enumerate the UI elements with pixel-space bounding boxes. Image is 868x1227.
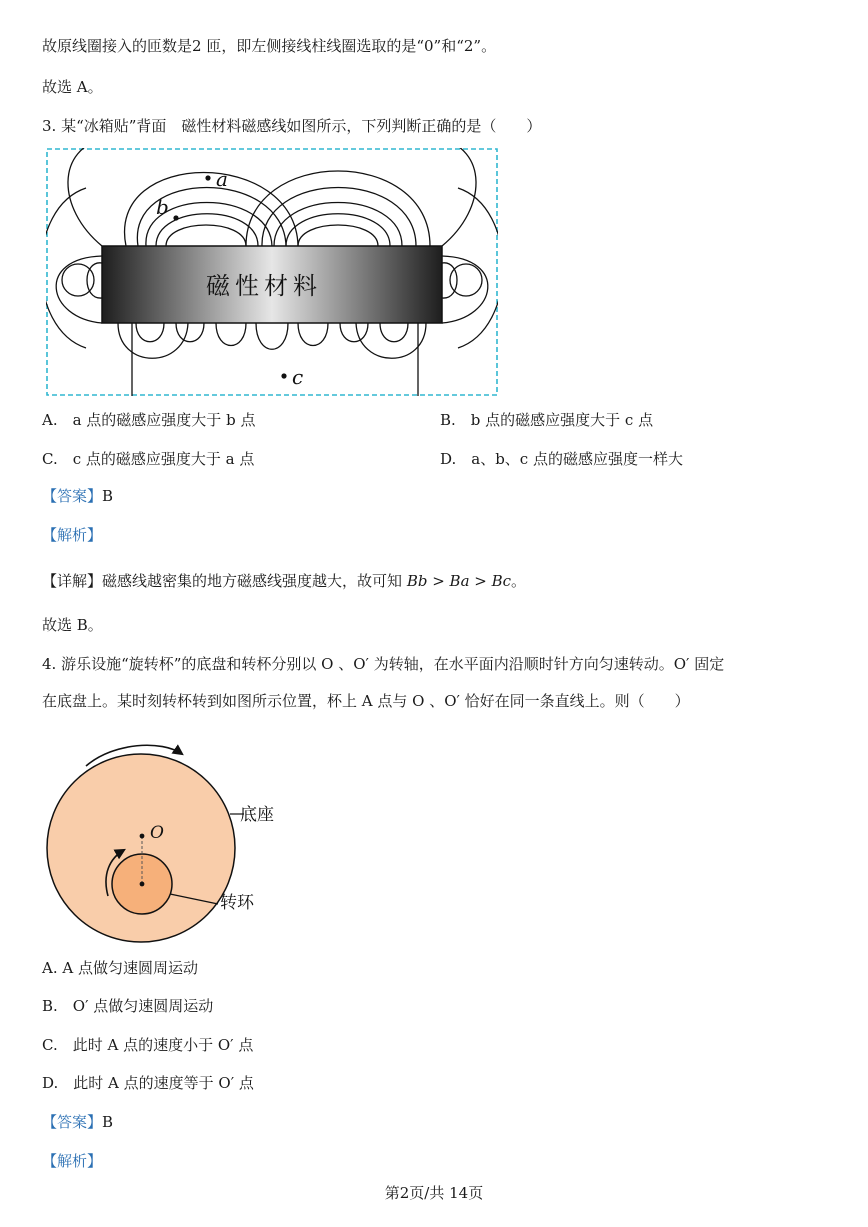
q3-detail-text: 磁感线越密集的地方磁感线强度越大，故可知 — [102, 572, 403, 590]
q4-answer-value: B — [102, 1113, 114, 1131]
material-label: 磁性材料 — [206, 272, 322, 300]
q4-option-c: C. 此时 A 点的速度小于 O′ 点 — [42, 1036, 254, 1054]
q3-magnet-figure — [46, 148, 498, 398]
q4-option-b: B. O′ 点做匀速圆周运动 — [42, 997, 214, 1015]
q3-answer — [42, 486, 113, 506]
q3-detail — [42, 571, 526, 591]
point-b-dot — [173, 215, 178, 220]
point-O-prime-dot — [140, 882, 145, 887]
point-O-dot — [140, 834, 145, 839]
q4-stem-line-2: 在底盘上。某时刻转杯转到如图所示位置，杯上 A 点与 O 、O′ 恰好在同一条直线上。则（ ） — [42, 692, 690, 710]
q4-answer-tag: 【答案】 — [42, 1113, 103, 1131]
point-b-label: b — [156, 195, 169, 219]
prev-line-1: 故原线圈接入的匝数是2 匝，即左侧接线柱线圈选取的是“0”和“2”。 — [42, 37, 497, 55]
q3-option-b: B. b 点的磁感应强度大于 c 点 — [440, 411, 654, 429]
point-a-dot — [205, 175, 210, 180]
label-base: 底座 — [240, 805, 274, 825]
label-ring: 转环 — [220, 893, 254, 913]
q3-detail-tag: 【详解】 — [42, 572, 103, 590]
label-O: O — [150, 823, 164, 843]
q3-analysis-tag — [42, 525, 102, 545]
point-c-label: c — [292, 365, 304, 389]
q4-option-d: D. 此时 A 点的速度等于 O′ 点 — [42, 1074, 254, 1092]
q4-analysis-tag — [42, 1151, 102, 1171]
q3-option-a: A. a 点的磁感应强度大于 b 点 — [42, 411, 256, 429]
q4-option-a: A. A 点做匀速圆周运动 — [42, 959, 198, 977]
q3-answer-tag: 【答案】 — [42, 487, 103, 505]
q3-choose: 故选 B。 — [42, 616, 103, 634]
q4-rotating-cup-figure — [44, 736, 304, 956]
q3-detail-end: 。 — [511, 572, 527, 590]
q3-analysis-label: 【解析】 — [42, 526, 103, 544]
page-footer: 第2页/共 14页 — [384, 1184, 484, 1202]
q3-detail-formula: Bb > Ba > Bc — [406, 572, 512, 590]
q3-option-d: D. a、b、c 点的磁感应强度一样大 — [440, 450, 683, 468]
q3-answer-value: B — [102, 487, 114, 505]
q4-stem-line-1: 4. 游乐设施“旋转杯”的底盘和转杯分别以 O 、O′ 为转轴，在水平面内沿顺时针方向匀速转动。O′ 固定 — [42, 655, 725, 673]
q3-stem: 3. 某“冰箱贴”背面 磁性材料磁感线如图所示，下列判断正确的是（ ） — [42, 117, 542, 135]
q3-option-c: C. c 点的磁感应强度大于 a 点 — [42, 450, 255, 468]
prev-line-2: 故选 A。 — [42, 78, 103, 96]
point-c-dot — [281, 373, 286, 378]
point-a-label: a — [216, 167, 228, 191]
q4-analysis-label: 【解析】 — [42, 1152, 103, 1170]
q4-answer — [42, 1112, 113, 1132]
